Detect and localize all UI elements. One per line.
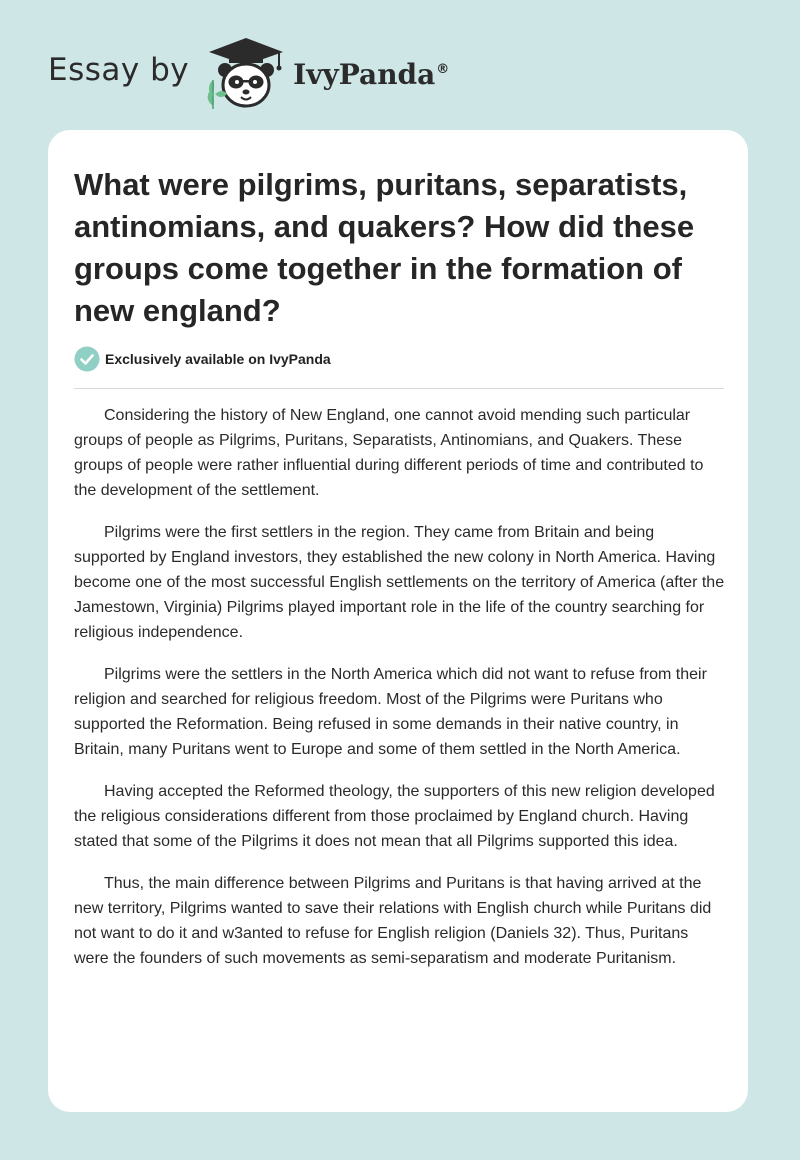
- panda-graduate-logo-icon[interactable]: [203, 36, 289, 110]
- brand-name[interactable]: [293, 58, 449, 91]
- brand-name-text: IvyPanda: [293, 57, 436, 91]
- essay-title: What were pilgrims, puritans, separatists, antinomians, and quakers? How did these groups come together in the formation of new england?: [74, 167, 695, 328]
- check-circle-icon: [74, 346, 100, 372]
- essay-paragraph: Having accepted the Reformed theology, the supporters of this new religion developed the religious considerations different from those proclaimed by England church. Having stated that some of the Pilgrims it does not mean that all Pilgrims supported this idea.: [74, 783, 715, 850]
- brand-prefix: Essay by: [48, 52, 190, 88]
- exclusive-badge: [74, 346, 331, 372]
- title-divider: [74, 388, 724, 389]
- essay-paragraph: Considering the history of New England, one cannot avoid mending such particular groups of people as Pilgrims, Puritans, Separatists, Antinomians, and Quakers. These groups of people were rather influential during different periods of time and contributed to the development of the settlement.: [74, 407, 704, 499]
- essay-card: [48, 130, 748, 1112]
- registered-mark: ®: [436, 62, 450, 78]
- exclusive-badge-text: Exclusively available on IvyPanda: [105, 351, 331, 367]
- essay-paragraph: Pilgrims were the settlers in the North America which did not want to refuse from their religion and searched for religious freedom. Most of the Pilgrims were Puritans who supported the Reformation. Being refused in some demands in their native country, in Britain, many Puritans went to Europe and some of them settled in the North America.: [74, 666, 707, 758]
- essay-body: [74, 403, 726, 988]
- essay-paragraph: Thus, the main difference between Pilgrims and Puritans is that having arrived at the new territory, Pilgrims wanted to save their relations with English church while Puritans did not want to do it and w3anted to refuse for English religion (Daniels 32). Thus, Puritans were the founders of such movements as semi-separatism and moderate Puritanism.: [74, 875, 712, 967]
- site-header: [48, 36, 449, 110]
- essay-paragraph: Pilgrims were the first settlers in the region. They came from Britain and being supported by England investors, they established the new colony in North America. Having become one of the most successful English settlements on the territory of America (after the Jamestown, Virginia) Pilgrims played important role in the life of the country searching for religious independence.: [74, 524, 725, 641]
